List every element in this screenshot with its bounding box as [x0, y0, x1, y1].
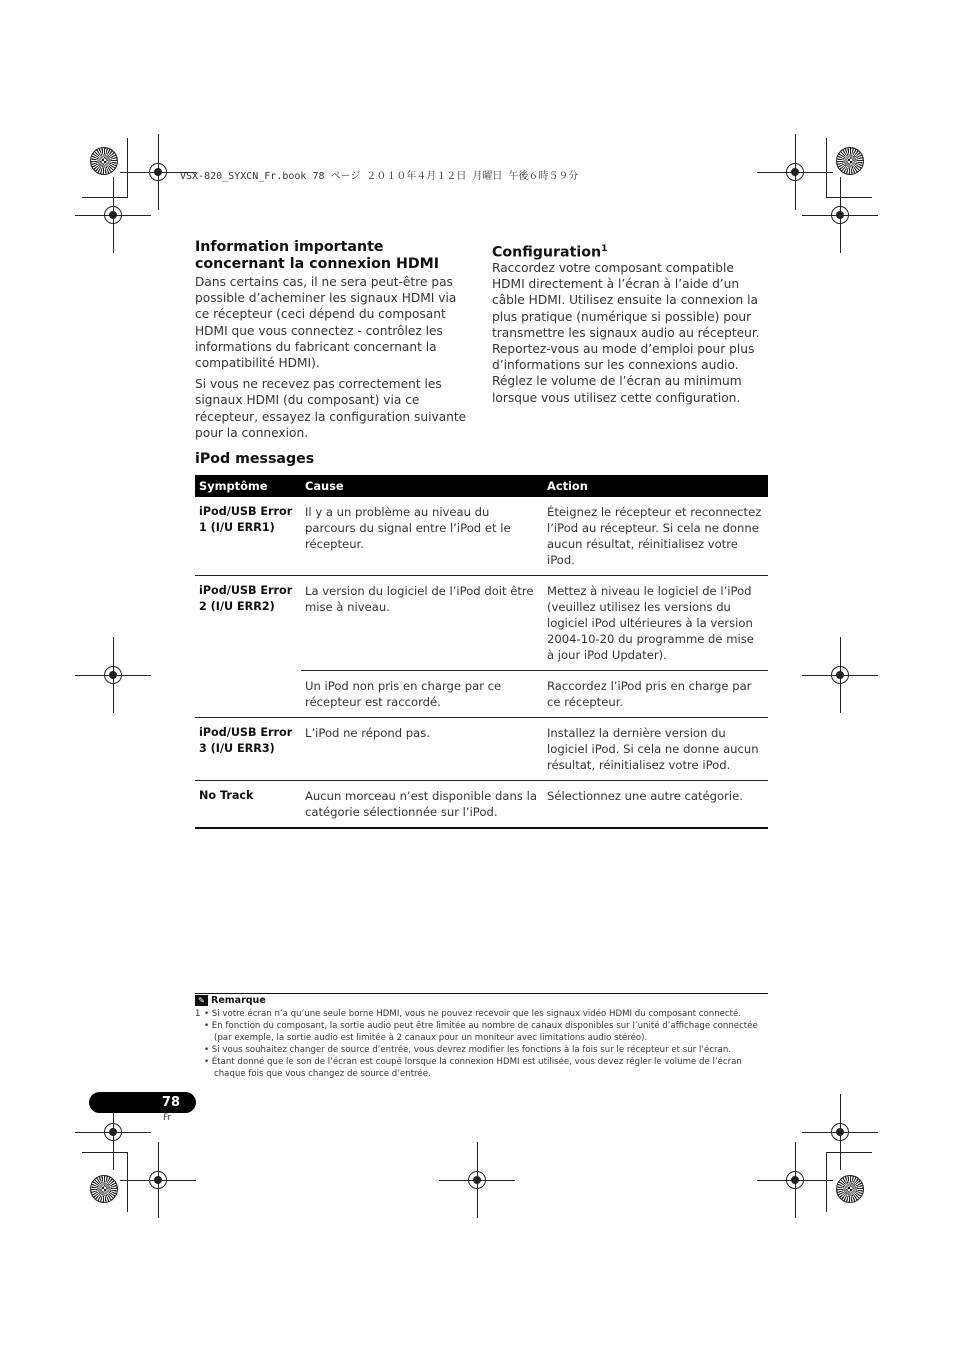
config-section-title: [492, 241, 772, 262]
config-paragraph: Raccordez votre composant compatible HDMI directement à l’écran à l’aide d’un câble HDMI. Utilisez ensuite la connexion la plus pratique (numérique si possible) pour transmettre les signaux audio au récepteur. Reportez-vous au mode d’emploi pour plus d’informations sur les connexions audio. Réglez le volume de l’écran au minimum lorsque vous utilisez cette configuration.: [492, 261, 760, 405]
symptom-cell: iPod/USB Error 3 (I/U ERR3): [195, 718, 301, 781]
table-row: [195, 718, 768, 781]
table-row: [195, 781, 768, 829]
list-item: • Si vous souhaitez changer de source d’entrée, vous devrez modifier les fonctions à la fois sur le récepteur et sur l’écran.: [204, 1045, 732, 1055]
page-number: 78: [161, 1095, 180, 1110]
crop-line: [127, 1152, 128, 1212]
footnote-number: 1: [195, 1009, 201, 1019]
crop-line: [127, 138, 128, 198]
ipod-section-title: iPod messages: [195, 451, 315, 467]
hdmi-section-body: [195, 274, 473, 446]
list-item: • Si votre écran n’a qu’une seule borne HDMI, vous ne pouvez recevoir que les signaux vidéo HDMI du composant connecté.: [204, 1009, 742, 1019]
page-language: Fr: [163, 1113, 172, 1123]
action-cell: Mettez à niveau le logiciel de l’iPod (veuillez utilisez les versions du logiciel iPod ultérieures à la version 2004-10-20 du programme de mise à jour iPod Updater).: [543, 576, 768, 671]
symptom-cell: No Track: [195, 781, 301, 829]
crop-line: [82, 197, 128, 198]
crop-line: [826, 1152, 827, 1212]
crop-line: [826, 138, 827, 198]
action-cell: Éteignez le récepteur et reconnectez l’iPod au récepteur. Si cela ne donne aucun résultat, réinitialisez votre iPod.: [547, 505, 762, 567]
symptom-cell: iPod/USB Error 2 (I/U ERR2): [195, 576, 301, 718]
color-bar-mark: [836, 1175, 864, 1203]
hdmi-section-title: Information importante concernant la connexion HDMI: [195, 239, 439, 272]
config-section-body: [492, 260, 770, 411]
cause-cell: Il y a un problème au niveau du parcours du signal entre l’iPod et le récepteur.: [305, 505, 511, 551]
ipod-messages-table: [195, 475, 768, 829]
notes-label: [195, 995, 266, 1006]
pencil-icon: ✎: [195, 995, 208, 1006]
notes-rule: [195, 993, 768, 994]
cause-cell: Aucun morceau n’est disponible dans la catégorie sélectionnée sur l’iPod.: [301, 781, 543, 829]
page-number-badge: [99, 1092, 196, 1113]
hdmi-paragraph-2: Si vous ne recevez pas correctement les signaux HDMI (du composant) via ce récepteur, essayez la configuration suivante pour la connexion.: [195, 377, 467, 440]
column-header-symptom: Symptôme: [195, 475, 301, 497]
crop-line: [826, 197, 872, 198]
column-header-cause: Cause: [301, 475, 543, 497]
table-row: [195, 497, 768, 576]
table-header-row: [195, 475, 768, 497]
table-row: [195, 576, 768, 671]
symptom-cell: iPod/USB Error 1 (I/U ERR1): [199, 505, 293, 534]
cause-cell: L’iPod ne répond pas.: [301, 718, 543, 781]
cause-cell: La version du logiciel de l’iPod doit être mise à niveau.: [301, 576, 543, 671]
print-header: VSX-820_SYXCN_Fr.book 78 ページ ２０１０年４月１２日 月曜日 午後６時５９分: [180, 171, 579, 182]
config-title-text: Configuration: [492, 244, 602, 261]
list-item: • En fonction du composant, la sortie audio peut être limitée au nombre de canaux disponibles sur l’unité d’affichage connectée (par exemple, la sortie audio est limitée à 2 canaux pour un moniteur avec limitations audio stéréo).: [204, 1021, 758, 1043]
crop-line: [82, 1152, 128, 1153]
color-bar-mark: [836, 147, 864, 175]
color-bar-mark: [90, 1175, 118, 1203]
hdmi-paragraph-1: Dans certains cas, il ne sera peut-être pas possible d’acheminer les signaux HDMI via ce récepteur (ceci dépend du composant HDMI que vous connectez - contrôlez les informations du fabricant concernant la compatibilité HDMI).: [195, 275, 457, 371]
list-item: • Étant donné que le son de l’écran est coupé lorsque la connexion HDMI est utilisée, vous devez régler le volume de l’écran chaque fois que vous changez de source d’entrée.: [204, 1057, 742, 1079]
footnote-ref: 1: [601, 244, 608, 254]
action-cell: Sélectionnez une autre catégorie.: [543, 781, 768, 829]
column-header-action: Action: [543, 475, 768, 497]
notes-label-text: Remarque: [211, 995, 266, 1006]
crop-line: [826, 1152, 872, 1153]
action-cell: Raccordez l’iPod pris en charge par ce récepteur.: [543, 671, 768, 718]
action-cell: Installez la dernière version du logiciel iPod. Si cela ne donne aucun résultat, réinitialisez votre iPod.: [543, 718, 768, 781]
notes-list: [195, 1008, 770, 1080]
cause-cell: Un iPod non pris en charge par ce récepteur est raccordé.: [301, 671, 543, 718]
color-bar-mark: [90, 147, 118, 175]
footnote-1: [195, 1008, 770, 1080]
